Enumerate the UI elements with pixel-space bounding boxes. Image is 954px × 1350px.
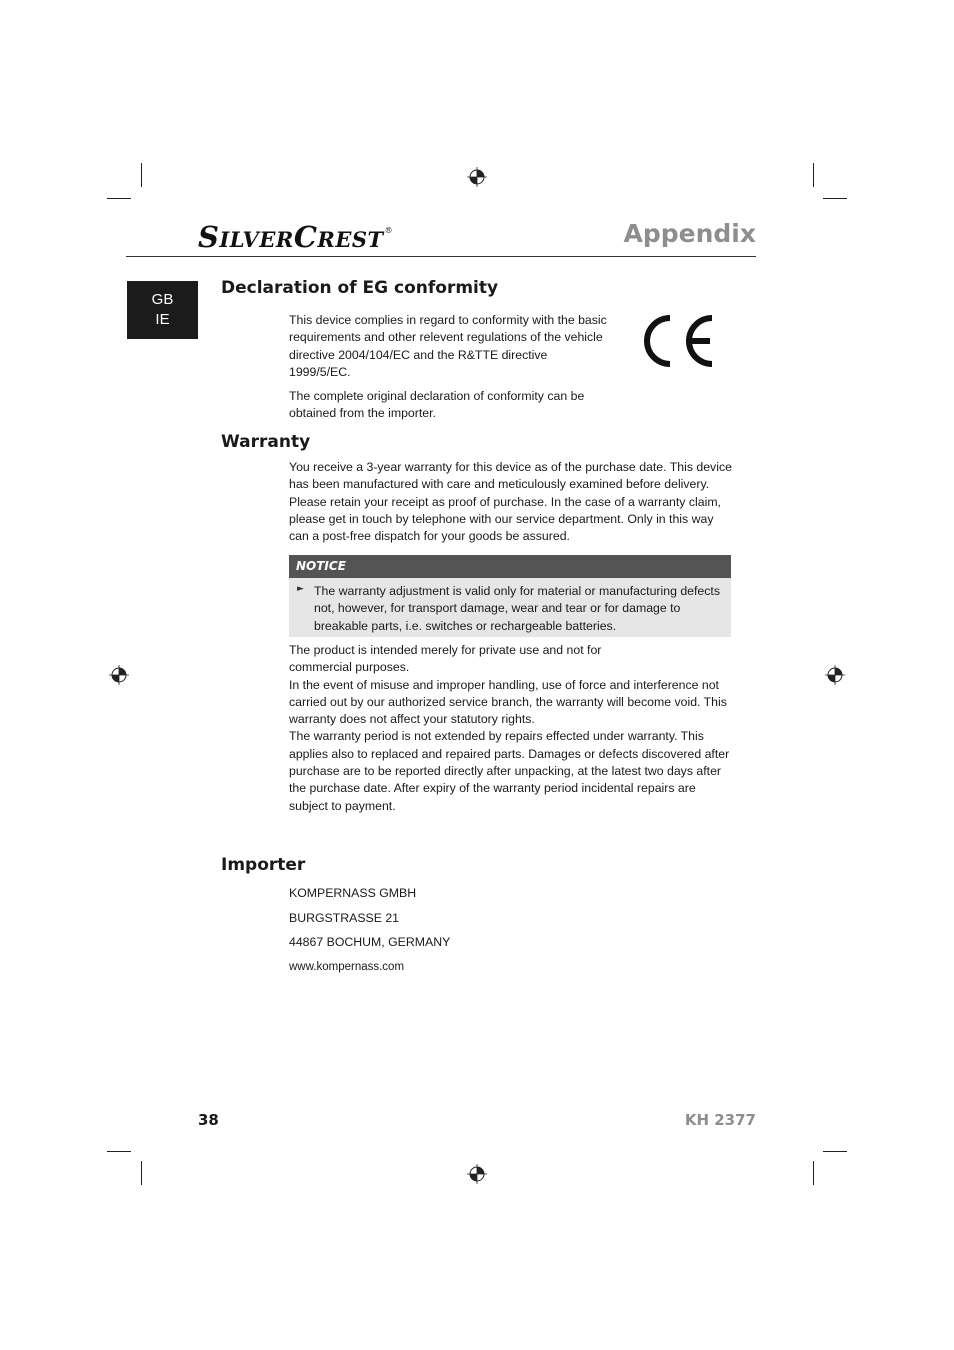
importer-company: KOMPERNASS GMBH — [289, 886, 417, 900]
registration-mark-icon — [467, 1164, 487, 1184]
declaration-paragraph: This device complies in regard to conformity with the basic requirements and other relevent regulations of the vehicle directive 2004/104/EC and the R&TTE directive 1999/5/EC. — [289, 313, 607, 379]
importer-street: BURGSTRASSE 21 — [289, 910, 400, 925]
crop-mark — [141, 1161, 142, 1185]
page-title: Appendix — [623, 219, 756, 248]
crop-mark — [823, 1151, 847, 1152]
importer-address — [289, 881, 589, 979]
header-divider — [126, 256, 756, 257]
page-number: 38 — [198, 1111, 219, 1129]
notice-text: The warranty adjustment is valid only for material or manufacturing defects not, however, for transport damage, wear and tear or for damage to breakable parts, i.e. switches or rechargeable batteries. — [314, 584, 720, 633]
declaration-text — [289, 312, 607, 423]
crop-mark — [813, 1161, 814, 1185]
warranty-intro: You receive a 3-year warranty for this device as of the purchase date. This device has been manufactured with care and meticulously examined before delivery. Please retain your receipt as proof of purchase. In the case of a warranty claim, please get in touch by telephone with our service department. Only in this way can a post-free dispatch for your goods be assured. — [289, 460, 732, 544]
declaration-heading: Declaration of EG conformity — [221, 278, 499, 298]
crop-mark — [141, 163, 142, 187]
crop-mark — [107, 198, 131, 199]
registration-mark-icon — [109, 665, 129, 685]
warranty-line: commercial purposes. — [289, 660, 410, 675]
warranty-terms — [289, 642, 735, 815]
warranty-heading: Warranty — [221, 432, 311, 452]
crop-mark — [823, 198, 847, 199]
notice-box — [289, 578, 731, 637]
importer-heading: Importer — [221, 855, 306, 875]
registration-mark-icon — [467, 167, 487, 187]
crop-mark — [107, 1151, 131, 1152]
warranty-line: The product is intended merely for private use and not for — [289, 643, 602, 657]
declaration-paragraph: The complete original declaration of conformity can be obtained from the importer. — [289, 389, 585, 421]
notice-header: NOTICE — [289, 555, 731, 578]
importer-city: 44867 BOCHUM, GERMANY — [289, 935, 451, 949]
warranty-paragraph: In the event of misuse and improper handling, use of force and interference not carried out by our authorized service branch, the warranty will become void. This warranty does not affect your statutory rights. — [289, 677, 727, 727]
brand-logo: SILVERCREST® — [198, 220, 394, 254]
language-code: GB — [151, 291, 174, 308]
language-code: IE — [155, 311, 170, 328]
arrow-bullet-icon: ► — [297, 584, 304, 594]
registration-mark-icon — [825, 665, 845, 685]
language-tab — [127, 281, 198, 339]
importer-website: www.kompernass.com — [289, 960, 405, 973]
model-number: KH 2377 — [684, 1111, 756, 1129]
ce-mark-icon — [640, 312, 720, 370]
warranty-paragraph: The warranty period is not extended by repairs effected under warranty. This applies also to replaced and repaired parts. Damages or defects discovered after purchase are to be reported directly after unpacking, at the latest two days after the purchase date. After expiry of the warranty period incidental repairs are subject to payment. — [289, 729, 730, 813]
crop-mark — [813, 163, 814, 187]
